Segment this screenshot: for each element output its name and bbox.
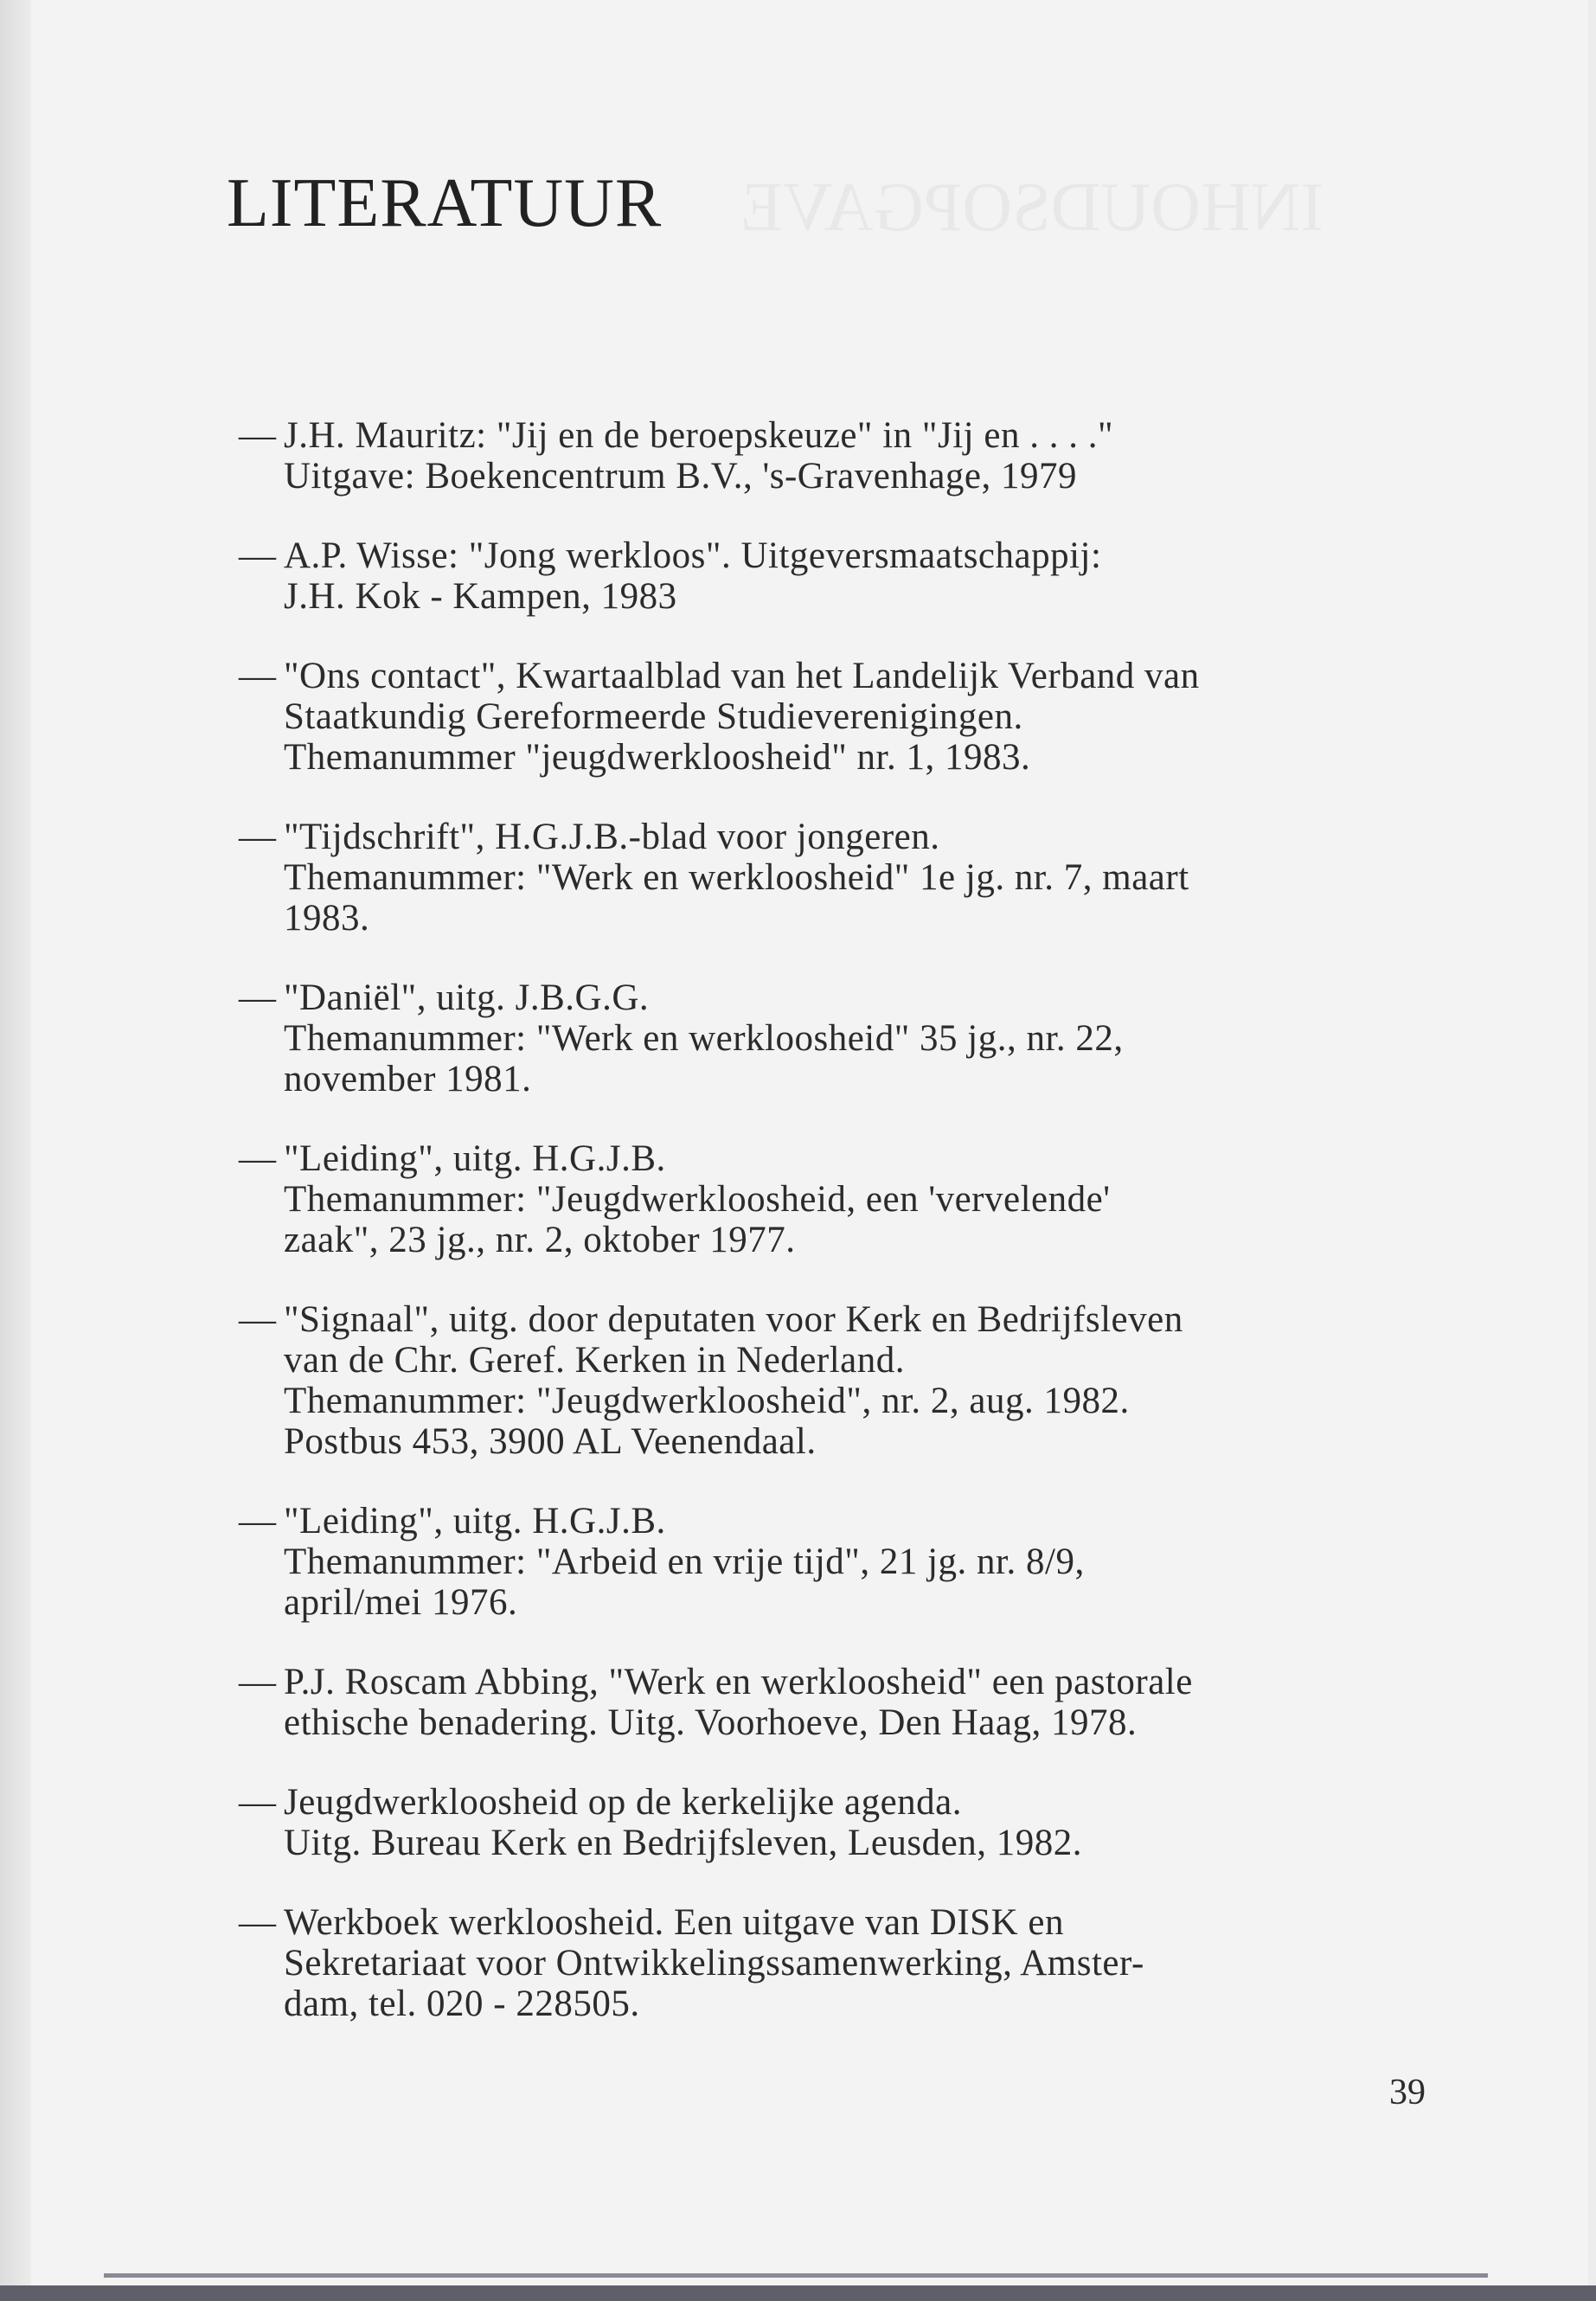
page-edge-shadow	[0, 0, 31, 2301]
reference-item	[239, 415, 1433, 497]
reference-dash: —	[239, 1902, 277, 1943]
reference-line: P.J. Roscam Abbing, "Werk en werkloosheid" een pastorale	[284, 1662, 1193, 1702]
reference-item	[239, 1138, 1433, 1260]
scan-border-bottom	[0, 2285, 1596, 2301]
reference-line: Themanummer: "Arbeid en vrije tijd", 21 jg. nr. 8/9,	[284, 1541, 1085, 1582]
reference-item	[239, 1902, 1433, 2024]
reference-line: april/mei 1976.	[284, 1582, 518, 1623]
reference-dash: —	[239, 817, 277, 857]
page-number: 39	[1389, 2073, 1426, 2112]
reference-line: ethische benadering. Uitg. Voorhoeve, Den Haag, 1978.	[284, 1702, 1138, 1743]
reference-line: zaak", 23 jg., nr. 2, oktober 1977.	[284, 1220, 796, 1260]
reference-line: "Leiding", uitg. H.G.J.B.	[284, 1501, 666, 1541]
bleed-through-text	[740, 173, 1324, 242]
reference-line: Staatkundig Gereformeerde Studieverenigingen.	[284, 696, 1023, 737]
reference-item	[239, 977, 1433, 1099]
reference-item	[239, 1662, 1433, 1743]
reference-line: Postbus 453, 3900 AL Veenendaal.	[284, 1421, 817, 1462]
reference-dash: —	[239, 415, 277, 456]
reference-dash: —	[239, 977, 277, 1018]
reference-line: 1983.	[284, 898, 370, 939]
bottom-rule	[104, 2273, 1488, 2278]
reference-line: J.H. Mauritz: "Jij en de beroepskeuze" in "Jij en . . . ."	[284, 415, 1114, 456]
reference-line: Werkboek werkloosheid. Een uitgave van DISK en	[284, 1902, 1064, 1943]
reference-line: A.P. Wisse: "Jong werkloos". Uitgeversmaatschappij:	[284, 535, 1102, 576]
reference-list	[239, 415, 1433, 2063]
reference-line: Sekretariaat voor Ontwikkelingssamenwerking, Amster-	[284, 1943, 1144, 1984]
reference-line: dam, tel. 020 - 228505.	[284, 1984, 640, 2024]
reference-line: Uitgave: Boekencentrum B.V., 's-Gravenhage, 1979	[284, 456, 1078, 497]
reference-item	[239, 817, 1433, 939]
page-title: LITERATUUR	[227, 165, 663, 241]
reference-line: Themanummer: "Jeugdwerkloosheid", nr. 2, aug. 1982.	[284, 1381, 1130, 1421]
reference-item	[239, 1299, 1433, 1462]
reference-line: J.H. Kok - Kampen, 1983	[284, 576, 677, 617]
reference-dash: —	[239, 1299, 277, 1340]
reference-line: Themanummer: "Werk en werkloosheid" 1e jg. nr. 7, maart	[284, 857, 1189, 898]
reference-line: van de Chr. Geref. Kerken in Nederland.	[284, 1340, 905, 1381]
reference-line: Themanummer: "Jeugdwerkloosheid, een 'vervelende'	[284, 1179, 1111, 1220]
reference-dash: —	[239, 656, 277, 696]
reference-dash: —	[239, 535, 277, 576]
reference-dash: —	[239, 1782, 277, 1823]
reference-line: november 1981.	[284, 1059, 532, 1099]
reference-item	[239, 535, 1433, 617]
reference-line: Jeugdwerkloosheid op de kerkelijke agenda.	[284, 1782, 962, 1823]
reference-dash: —	[239, 1662, 277, 1702]
reference-line: "Tijdschrift", H.G.J.B.-blad voor jongeren.	[284, 817, 940, 857]
reference-dash: —	[239, 1138, 277, 1179]
reference-line: Uitg. Bureau Kerk en Bedrijfsleven, Leusden, 1982.	[284, 1823, 1082, 1863]
reference-item	[239, 656, 1433, 778]
reference-line: "Ons contact", Kwartaalblad van het Landelijk Verband van	[284, 656, 1200, 696]
reference-item	[239, 1782, 1433, 1863]
reference-line: "Signaal", uitg. door deputaten voor Kerk en Bedrijfsleven	[284, 1299, 1183, 1340]
reference-dash: —	[239, 1501, 277, 1541]
reference-line: "Leiding", uitg. H.G.J.B.	[284, 1138, 666, 1179]
document-page	[31, 0, 1588, 2301]
reference-line: Themanummer "jeugdwerkloosheid" nr. 1, 1983.	[284, 737, 1031, 778]
reference-item	[239, 1501, 1433, 1623]
reference-line: Themanummer: "Werk en werkloosheid" 35 jg., nr. 22,	[284, 1018, 1124, 1059]
reference-line: "Daniël", uitg. J.B.G.G.	[284, 977, 650, 1018]
